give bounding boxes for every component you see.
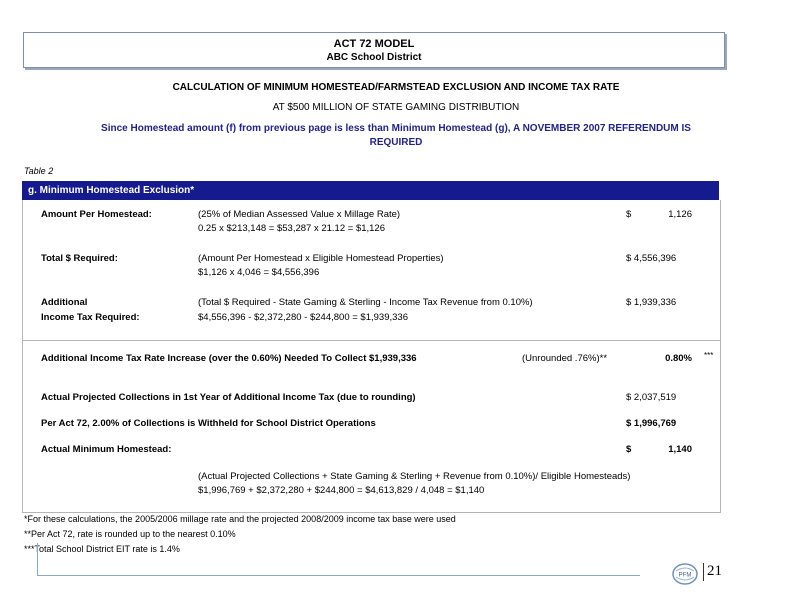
minimum-homestead-formula: $1,996,769 + $2,372,280 + $244,800 = $4,613,829 / 4,048 = $1,140 bbox=[198, 485, 485, 496]
rate-unrounded: (Unrounded .76%)** bbox=[522, 353, 608, 364]
model-title: ACT 72 MODEL bbox=[333, 38, 415, 50]
rate-increase-label: Additional Income Tax Rate Increase (over the 0.60%) Needed To Collect $1,939,336 bbox=[41, 353, 417, 364]
district-name: ABC School District bbox=[326, 52, 422, 63]
additional-desc: (Total $ Required - State Gaming & Sterling - Income Tax Revenue from 0.10%) bbox=[198, 297, 533, 308]
additional-formula: $4,556,396 - $2,372,280 - $244,800 = $1,939,336 bbox=[198, 312, 408, 323]
referendum-notice-line2: REQUIRED bbox=[369, 137, 423, 148]
withheld-value: $ 1,996,769 bbox=[626, 418, 677, 429]
table-label: Table 2 bbox=[24, 166, 54, 176]
total-label: Total $ Required: bbox=[41, 253, 118, 264]
total-value: $ 4,556,396 bbox=[626, 253, 677, 264]
additional-label-line2: Income Tax Required: bbox=[41, 312, 140, 323]
rate-footnote-mark: *** bbox=[704, 351, 714, 360]
minimum-homestead-label: Actual Minimum Homestead: bbox=[41, 444, 172, 455]
total-desc: (Amount Per Homestead x Eligible Homestead Properties) bbox=[198, 253, 444, 264]
amount-currency: $ bbox=[626, 209, 632, 220]
amount-desc: (25% of Median Assessed Value x Millage Rate) bbox=[198, 209, 401, 220]
amount-formula: 0.25 x $213,148 = $53,287 x 21.12 = $1,126 bbox=[198, 223, 385, 234]
footer-rule bbox=[37, 575, 640, 576]
total-formula: $1,126 x 4,046 = $4,556,396 bbox=[198, 267, 320, 278]
distribution-subtitle: AT $500 MILLION OF STATE GAMING DISTRIBUTION bbox=[272, 102, 520, 113]
minimum-homestead-value: 1,140 bbox=[668, 444, 692, 455]
additional-value: $ 1,939,336 bbox=[626, 297, 677, 308]
minimum-homestead-desc: (Actual Projected Collections + State Gaming & Sterling + Revenue from 0.10%)/ Eligible Homesteads) bbox=[198, 471, 631, 482]
footer-rule-vertical bbox=[37, 543, 38, 575]
additional-label-line1: Additional bbox=[41, 297, 88, 308]
divider bbox=[22, 340, 720, 341]
title-box bbox=[23, 32, 725, 68]
rate-value: 0.80% bbox=[665, 353, 692, 364]
amount-value: 1,126 bbox=[668, 209, 692, 220]
footnote-1: *For these calculations, the 2005/2006 millage rate and the projected 2008/2009 income tax base were used bbox=[24, 514, 456, 524]
footnote-3: ***Total School District EIT rate is 1.4% bbox=[24, 544, 180, 554]
projected-collections-value: $ 2,037,519 bbox=[626, 392, 677, 403]
minimum-homestead-currency: $ bbox=[626, 444, 632, 455]
withheld-label: Per Act 72, 2.00% of Collections is Withheld for School District Operations bbox=[41, 418, 376, 429]
section-header bbox=[22, 181, 719, 200]
section-title: g. Minimum Homestead Exclusion* bbox=[28, 185, 195, 196]
footnote-2: **Per Act 72, rate is rounded up to the nearest 0.10% bbox=[24, 529, 236, 539]
referendum-notice-line1: Since Homestead amount (f) from previous page is less than Minimum Homestead (g), A NOVEMBER 2007 REFERENDUM IS bbox=[101, 123, 691, 134]
projected-collections-label: Actual Projected Collections in 1st Year of Additional Income Tax (due to rounding) bbox=[41, 392, 416, 403]
logo-text: PFM bbox=[678, 572, 692, 579]
calculation-title: CALCULATION OF MINIMUM HOMESTEAD/FARMSTEAD EXCLUSION AND INCOME TAX RATE bbox=[172, 82, 620, 93]
amount-label: Amount Per Homestead: bbox=[41, 209, 152, 220]
page-number: 21 bbox=[707, 563, 722, 579]
page-number-divider bbox=[703, 563, 704, 581]
pfm-logo bbox=[671, 562, 699, 586]
